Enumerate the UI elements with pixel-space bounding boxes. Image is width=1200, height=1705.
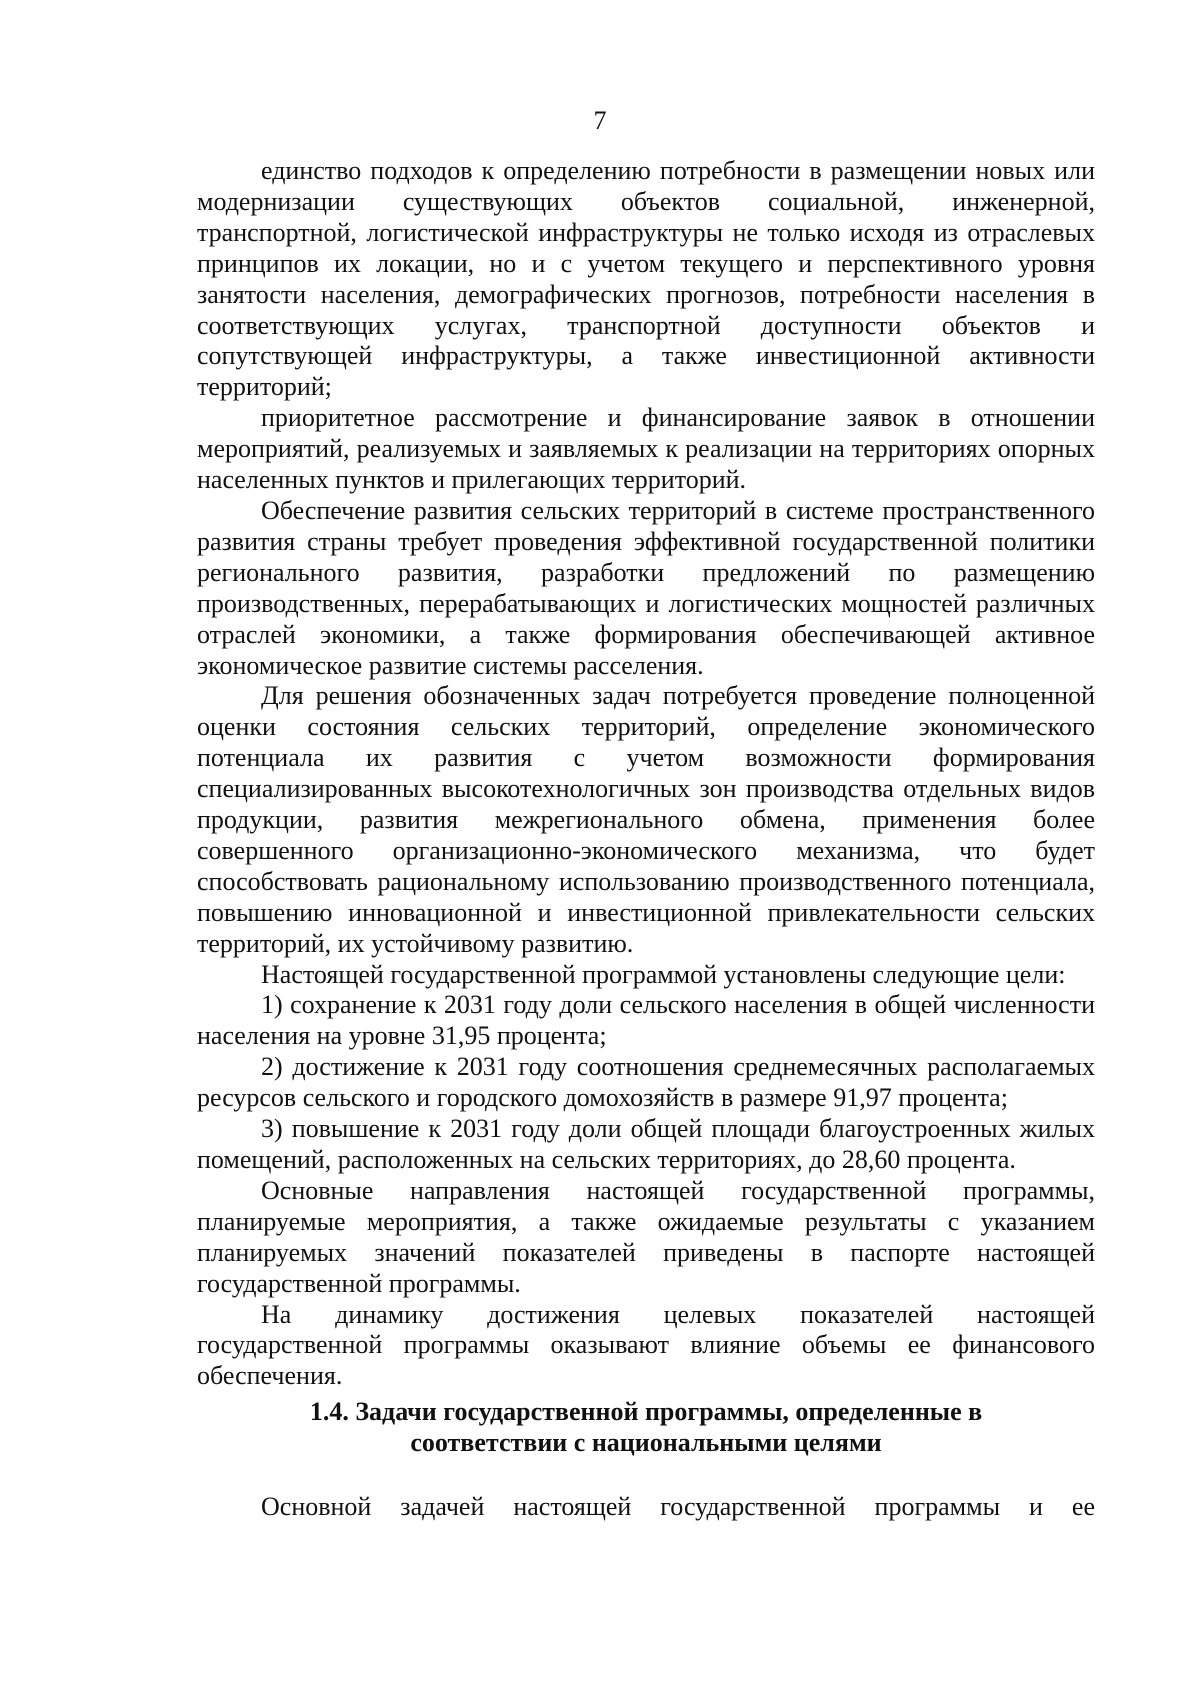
paragraph-priority-applications: приоритетное рассмотрение и финансирование заявок в отношении мероприятий, реализуемых и заявляемых к реализации на территориях опорных населенных пунктов и прилегающих территорий. bbox=[197, 403, 1095, 495]
paragraph-spatial-development: Обеспечение развития сельских территорий в системе пространственного развития страны требует проведения эффективной государственной политики регионального развития, разработки предложений по размещению производственных, перерабатывающих и логистических мощностей различных отраслей экономики, а также формирования обеспечивающей активное экономическое развитие системы расселения. bbox=[197, 495, 1095, 680]
section-heading-line-2: соответствии с национальными целями bbox=[410, 1428, 882, 1457]
goal-item-3: 3) повышение к 2031 году доли общей площади благоустроенных жилых помещений, расположенных на сельских территориях, до 28,60 процента. bbox=[197, 1114, 1095, 1174]
page-number: 7 bbox=[593, 106, 607, 135]
goal-item-2: 2) достижение к 2031 году соотношения среднемесячных располагаемых ресурсов сельского и городского домохозяйств в размере 91,97 процента; bbox=[197, 1052, 1095, 1113]
body-text bbox=[197, 156, 1095, 1392]
section-heading bbox=[197, 1396, 1095, 1458]
paragraph-main-task: Основной задачей настоящей государственной программы и ее bbox=[261, 1492, 1095, 1521]
paragraph-infrastructure-approach: единство подходов к определению потребности в размещении новых или модернизации существующих объектов социальной, инженерной, транспортной, логистической инфраструктуры не только исходя из отраслевых принципов их локации, но и с учетом текущего и перспективного уровня занятости населения, демографических прогнозов, потребности населения в соответствующих услугах, транспортной доступности объектов и сопутствующей инфраструктуры, а также инвестиционной активности территорий; bbox=[197, 156, 1095, 402]
paragraph-assessment: Для решения обозначенных задач потребуется проведение полноценной оценки состояния сельских территорий, определение экономического потенциала их развития с учетом возможности формирования специализированных высокотехнологичных зон производства отдельных видов продукции, развития межрегионального обмена, применения более совершенного организационно-экономического механизма, что будет способствовать рациональному использованию производственного потенциала, повышению инновационной и инвестиционной привлекательности сельских территорий, их устойчивому развитию. bbox=[197, 681, 1095, 958]
section-heading-line-1: 1.4. Задачи государственной программы, определенные в bbox=[309, 1397, 983, 1426]
paragraph-goals-intro: Настоящей государственной программой установлены следующие цели: bbox=[261, 959, 1066, 989]
paragraph-main-directions: Основные направления настоящей государственной программы, планируемые мероприятия, а также ожидаемые результаты с указанием планируемых значений показателей приведены в паспорте настоящей государственной программы. bbox=[197, 1175, 1095, 1298]
goal-item-1: 1) сохранение к 2031 году доли сельского населения в общей численности населения на уровне 31,95 процента; bbox=[197, 990, 1095, 1051]
paragraph-financing: На динамику достижения целевых показателей настоящей государственной программы оказывают влияние объемы ее финансового обеспечения. bbox=[197, 1299, 1095, 1391]
